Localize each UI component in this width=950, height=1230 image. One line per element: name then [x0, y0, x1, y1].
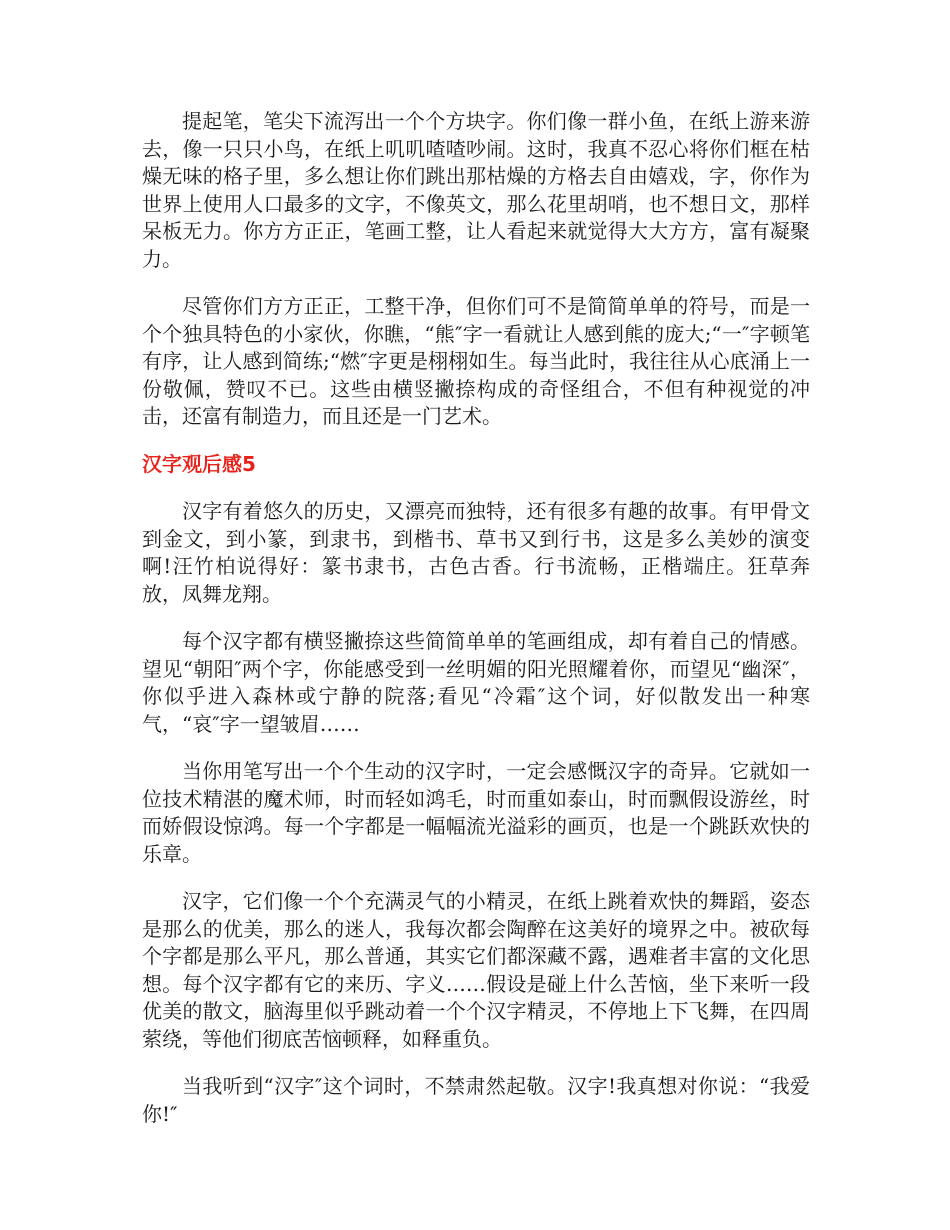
paragraph: 当我听到“汉字″这个词时，不禁肃然起敬。汉字!我真想对你说：“我爱你!″ — [142, 1074, 810, 1126]
paragraph: 尽管你们方方正正，工整干净，但你们可不是简简单单的符号，而是一个个独具特色的小家伙，你瞧，“熊″字一看就让人感到熊的庞大;“一″字顿笔有序，让人感到简练;“燃″字更是栩栩如生。每当此时，我往往从心底涌上一份敬佩，赞叹不已。这些由横竖撇捺构成的奇怪组合，不但有种视觉的冲击，还富有制造力，而且还是一门艺术。 — [142, 294, 810, 428]
paragraph: 汉字，它们像一个个充满灵气的小精灵，在纸上跳着欢快的舞蹈，姿态是那么的优美，那么的迷人，我每次都会陶醉在这美好的境界之中。被砍每个字都是那么平凡，那么普通，其实它们都深藏不露，遇难者丰富的文化思想。每个汉字都有它的来历、字义……假设是碰上什么苦恼，坐下来听一段优美的散文，脑海里似乎跳动着一个个汉字精灵，不停地上下飞舞，在四周萦绕，等他们彻底苦恼顿释，如释重负。 — [142, 889, 810, 1051]
paragraph: 汉字有着悠久的历史，又漂亮而独特，还有很多有趣的故事。有甲骨文到金文，到小篆，到隶书，到楷书、草书又到行书，这是多么美妙的演变啊!汪竹柏说得好：篆书隶书，古色古香。行书流畅，正楷端庄。狂草奔放，凤舞龙翔。 — [142, 499, 810, 606]
paragraph: 每个汉字都有横竖撇捺这些简简单单的笔画组成，却有着自己的情感。望见“朝阳″两个字，你能感受到一丝明媚的阳光照耀着你，而望见“幽深″，你似乎进入森林或宁静的院落;看见“冷霜″这个词，好似散发出一种寒气，“哀″字一望皱眉…… — [142, 629, 810, 736]
paragraph: 当你用笔写出一个个生动的汉字时，一定会感慨汉字的奇异。它就如一位技术精湛的魔术师，时而轻如鸿毛，时而重如泰山，时而飘假设游丝，时而娇假设惊鸿。每一个字都是一幅幅流光溢彩的画页，也是一个跳跃欢快的乐章。 — [142, 759, 810, 866]
paragraph: 提起笔，笔尖下流泻出一个个方块字。你们像一群小鱼，在纸上游来游去，像一只只小鸟，在纸上叽叽喳喳吵闹。这时，我真不忍心将你们框在枯燥无味的格子里，多么想让你们跳出那枯燥的方格去自由嬉戏，字，你作为世界上使用人口最多的文字，不像英文，那么花里胡哨，也不想日文，那样呆板无力。你方方正正，笔画工整，让人看起来就觉得大大方方，富有凝聚力。 — [142, 109, 810, 271]
section-heading: 汉字观后感5 — [142, 451, 256, 476]
document-body — [142, 108, 810, 1148]
